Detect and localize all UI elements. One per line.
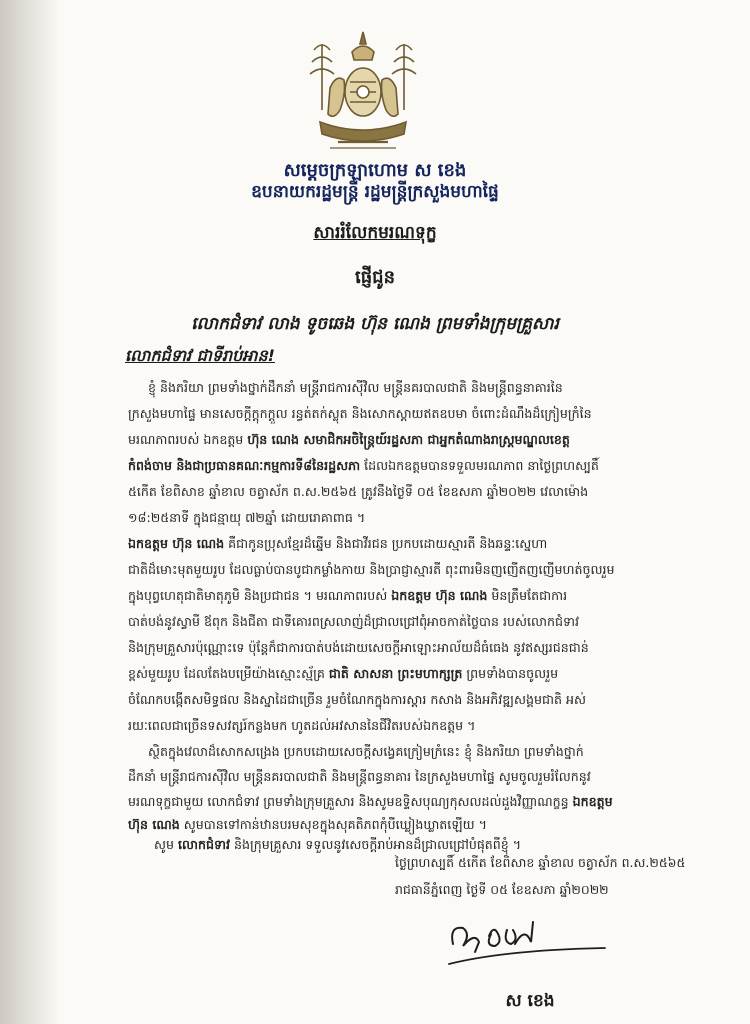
body-text-bold: ឯកឧត្តម ហ៊ុន ណេង <box>391 588 488 603</box>
body-text: និងក្រុមគ្រួសារប៉ុណ្ណោះទេ ប៉ុន្តែក៏ជាការបាត់បង់ដោយសេចក្តីអាឡោះអាល័យដ៏ធំធេង នូវឥស្សរជនជាន់ <box>128 640 589 655</box>
body-line <box>128 609 648 635</box>
royal-coat-of-arms-icon <box>300 30 426 155</box>
body-text-bold: ជាតិ សាសនា ព្រះមហាក្សត្រ <box>328 666 463 681</box>
body-text: ជាតិដ៏មោះមុតមួយរូប ដែលធ្លាប់បានបូជាកម្លាំងកាយ និងប្រាជ្ញាស្មារតី ពុះពារមិនញញើតញញើមហត់ចូលរួម <box>128 562 615 577</box>
body-line <box>128 427 648 453</box>
body-line <box>128 531 648 557</box>
body-line <box>128 764 648 790</box>
org-title: ឧបនាយករដ្ឋមន្ត្រី រដ្ឋមន្ត្រីក្រសួងមហាផ្ទៃ <box>251 182 499 202</box>
body-line <box>128 635 648 661</box>
org-name: សម្តេចក្រឡាហោម ស ខេង <box>283 160 467 181</box>
body-text: ចំណែកបង្កើតសមិទ្ធផល និងស្នាដៃជាច្រើន រួមចំណែកក្នុងការស្តារ កសាង និងអភិវឌ្ឍសង្គមជាតិ អស់ <box>128 692 586 707</box>
body-text: រយៈពេលជាច្រើនទសវត្សរ៍កន្លងមក ហូតដល់អវសាននៃជីវិតរបស់ឯកឧត្តម ។ <box>128 718 476 733</box>
body-text: ខ្ញុំ និងភរិយា ព្រមទាំងថ្នាក់ដឹកនាំ មន្ត្រីរាជការស៊ីវិល មន្ត្រីនគរបាលជាតិ និងមន្ត្រីពន្ធនាគារនៃ <box>148 380 563 395</box>
body-text: បាត់បង់នូវស្វាមី ឪពុក និងជីតា ជាទីគោរពស្រលាញ់ដ៏ជ្រាលជ្រៅពុំអាចកាត់ថ្លៃបាន របស់លោកជំទាវ <box>128 614 579 629</box>
signer-name: ស ខេង <box>505 991 555 1011</box>
salutation: លោកជំទាវ ជាទីរាប់អាន! <box>125 346 275 365</box>
body-text: ដឹកនាំ មន្ត្រីរាជការស៊ីវិល មន្ត្រីនគរបាលជាតិ និងមន្ត្រីពន្ធនាគារ នៃក្រសួងមហាផ្ទៃ សូមចូលរួមរំលែកនូវ <box>128 769 591 784</box>
body-text: ខ្ពស់មួយរូប ដែលតែងបម្រើយ៉ាងស្មោះស្ម័គ្រ <box>128 666 329 681</box>
body-text: ៥កើត ខែពិសាខ ឆ្នាំខាល ចត្វាស័ក ព.ស.២៥៦៥ ត្រូវនឹងថ្ងៃទី ០៥ ខែឧសភា ឆ្នាំ២០២២ វេលាម៉ោង <box>128 484 589 499</box>
body-text: និងក្រុមគ្រួសារ ទទួលនូវសេចក្តីរាប់អានដ៏ជ្រាលជ្រៅបំផុតពីខ្ញុំ ។ <box>229 837 522 852</box>
body-text-bold: លោកជំទាវ <box>178 837 230 852</box>
body-line <box>128 479 648 505</box>
body-text-bold: ឯកឧត្តម ហ៊ុន ណេង <box>128 536 225 551</box>
body-text-bold: ឯកឧត្តម <box>572 794 613 809</box>
recipient: លោកជំទាវ លាង ទូចឆេង ហ៊ុន ណេង ព្រមទាំងក្រុមគ្រួសារ <box>191 314 559 334</box>
body-text: សូមបានទៅកាន់ឋានបរមសុខក្នុងសុគតិភពកុំបីឃ្លៀងឃ្លាតឡើយ ។ <box>179 817 487 832</box>
body-text: ស្ថិតក្នុងវេលាដ៏សោកសង្រេង ប្រកបដោយសេចក្តីសង្វេគក្រៀមក្រំនេះ ខ្ញុំ និងភរិយា ព្រមទាំងថ្នាក់ <box>148 744 584 759</box>
body-text-bold: កំពង់ចាម និងជាប្រធានគណៈកម្មការទី៨នៃរដ្ឋសភា <box>128 458 361 473</box>
body-text: គឺជាកូនប្រុសខ្មែរដ៏ឆ្នើម និងជាវីរជន ប្រកបដោយស្មារតី និងឆន្ទៈស្នេហា <box>224 536 548 551</box>
body-text: ព្រមទាំងបានចូលរួម <box>462 666 559 681</box>
lunar-date: ថ្ងៃព្រហស្បតិ៍ ៥កើត ខែពិសាខ ឆ្នាំខាល ចត្វាស័ក ព.ស.២៥៦៥ <box>395 855 686 870</box>
body-line <box>128 713 648 739</box>
body-line <box>128 453 648 479</box>
body-text: ដែលឯកឧត្តមបានទទួលមរណភាព នាថ្ងៃព្រហស្បតិ៍ <box>360 458 599 473</box>
body-text-bold: ហ៊ុន ណេង <box>128 817 180 832</box>
body-line <box>128 661 648 687</box>
body-text: ក្រសួងមហាផ្ទៃ មានសេចក្តីក្តុកក្តួល រន្ធត់តក់ស្លុត និងសោកស្តាយឥតឧបមា ចំពោះដំណឹងដ៏ក្រៀមក្រំនៃ <box>128 406 592 421</box>
signature-icon <box>445 912 615 972</box>
body-line <box>128 375 668 401</box>
body-text: មរណទុក្ខជាមួយ លោកជំទាវ ព្រមទាំងក្រុមគ្រួសារ និងសូមឧទ្ទិសបុណ្យកុសលដល់ដួងវិញ្ញាណក្ខន្ធ <box>128 794 573 809</box>
body-line <box>128 505 648 531</box>
solar-date: រាជធានីភ្នំពេញ ថ្ងៃទី ០៥ ខែឧសភា ឆ្នាំ២០២២ <box>395 882 609 897</box>
page-edge-shadow <box>0 0 60 1024</box>
body-text: ១៨:២៥នាទី ក្នុងជន្មាយុ ៧២ឆ្នាំ ដោយរោគាពាធ ។ <box>128 510 366 525</box>
body-text-bold: ហ៊ុន ណេង សមាជិកអចិន្ត្រៃយ៍រដ្ឋសភា ជាអ្នកតំណាងរាស្ត្រមណ្ឌលខេត្ត <box>247 432 570 447</box>
body-text: ក្នុងបុព្វហេតុជាតិមាតុភូមិ និងប្រជាជន ។ មរណភាពរបស់ <box>128 588 392 603</box>
body-line <box>128 739 668 765</box>
body-text: មរណភាពរបស់ ឯកឧត្តម <box>128 432 248 447</box>
body-text: មិនត្រឹមតែជាការ <box>487 588 568 603</box>
send-to-label: ផ្ញើជូន <box>355 267 395 288</box>
document-type: សាររំលែកមរណទុក្ខ <box>313 223 437 243</box>
body-line <box>128 557 648 583</box>
body-line <box>128 687 648 713</box>
body-line <box>128 583 648 609</box>
body-text: សូម <box>154 837 178 852</box>
body-line <box>128 401 648 427</box>
